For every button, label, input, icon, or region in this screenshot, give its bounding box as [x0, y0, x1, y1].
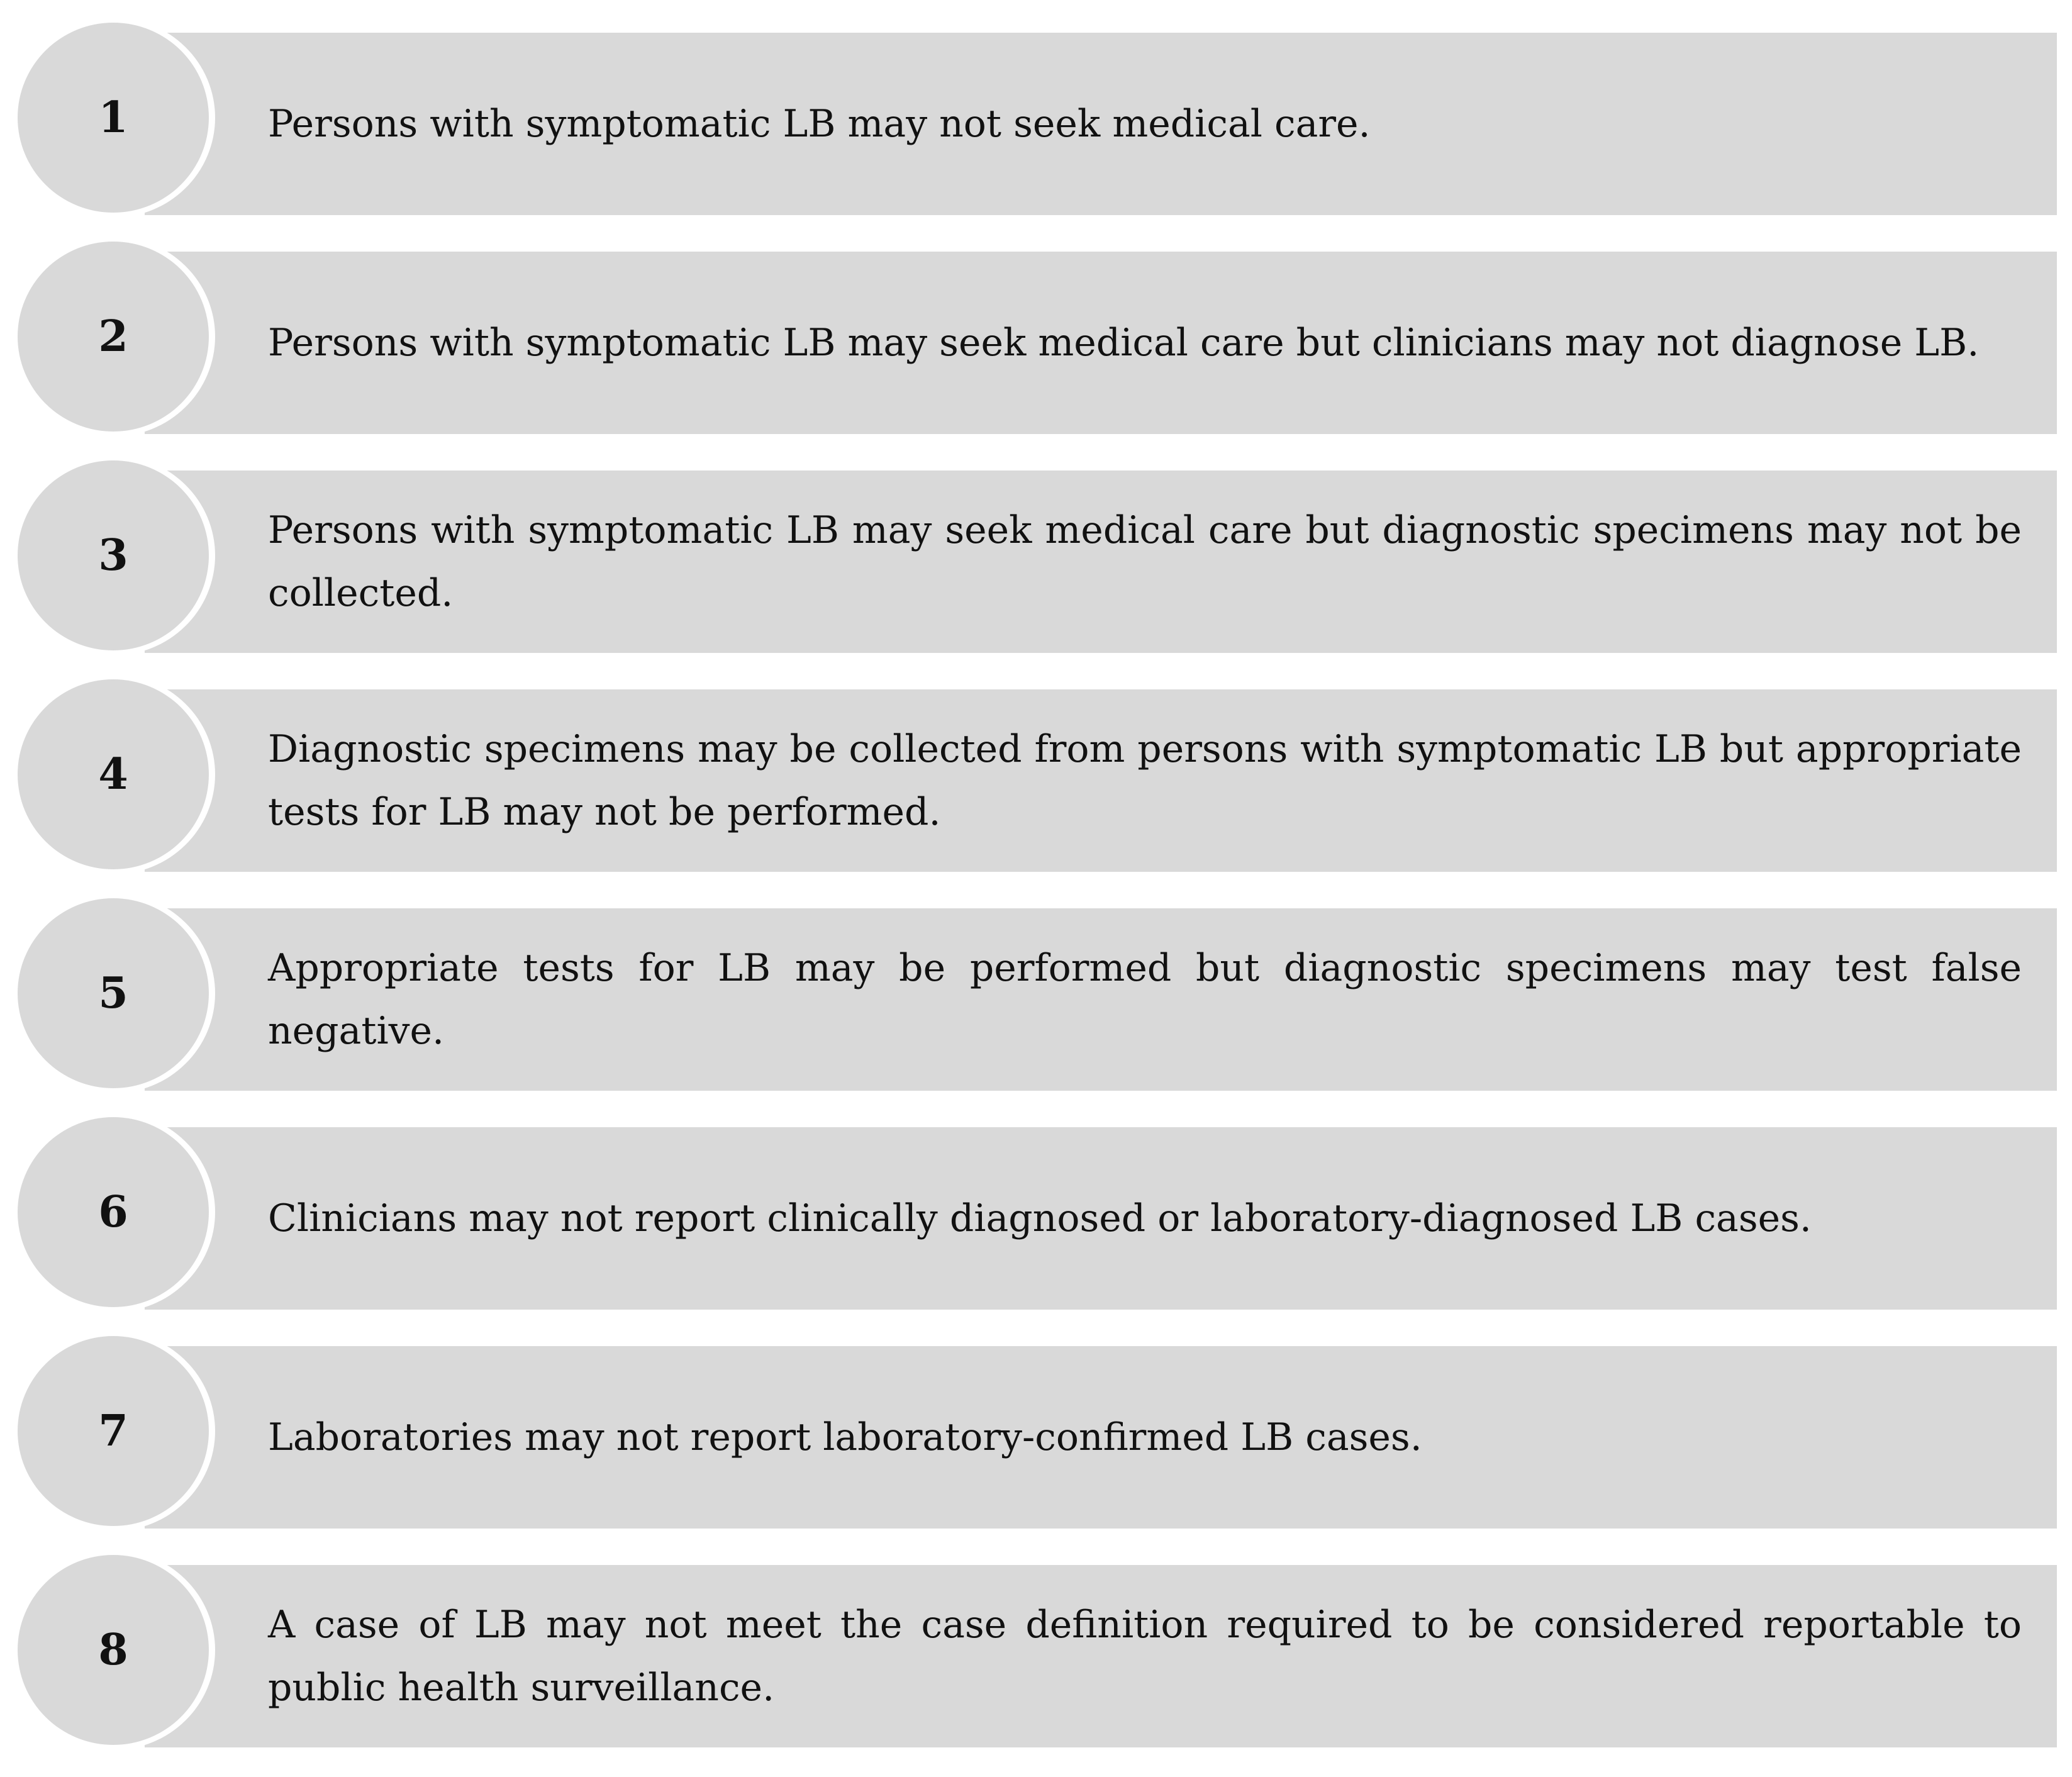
step-text: Diagnostic specimens may be collected from persons with symptomatic LB but appropriate tests for LB may not be performed.: [268, 727, 2022, 834]
step-text: Persons with symptomatic LB may not seek medical care.: [268, 102, 1371, 146]
step-number: 1: [98, 92, 128, 143]
step-badge: [11, 1112, 215, 1312]
step-text: Appropriate tests for LB may be performed but diagnostic specimens may test false negative.: [268, 946, 2022, 1053]
step-4: [0, 674, 2072, 874]
step-2: [0, 237, 2072, 437]
step-text: Persons with symptomatic LB may seek medical care but clinicians may not diagnose LB.: [268, 321, 1980, 365]
step-number: 6: [98, 1187, 128, 1237]
step-number: 7: [98, 1406, 128, 1456]
step-5: [0, 893, 2072, 1093]
step-text: Clinicians may not report clinically diagnosed or laboratory-diagnosed LB cases.: [268, 1196, 1812, 1240]
step-3: [0, 455, 2072, 655]
step-number: 2: [98, 311, 128, 362]
step-text: A case of LB may not meet the case definition required to be considered reportable to public health surveillance.: [268, 1603, 2022, 1710]
step-badge: [11, 455, 215, 655]
step-badge: [11, 893, 215, 1093]
step-badge: [11, 1331, 215, 1531]
step-badge: [11, 1550, 215, 1750]
step-number: 4: [98, 749, 128, 799]
step-1: [0, 18, 2072, 218]
step-number: 3: [98, 530, 128, 581]
step-badge: [11, 18, 215, 218]
step-badge: [11, 674, 215, 874]
step-7: [0, 1331, 2072, 1531]
step-6: [0, 1112, 2072, 1312]
step-text: Persons with symptomatic LB may seek medical care but diagnostic specimens may not be collected.: [268, 508, 2022, 615]
step-8: [0, 1550, 2072, 1750]
step-badge: [11, 237, 215, 437]
step-text: Laboratories may not report laboratory-confirmed LB cases.: [268, 1415, 1422, 1459]
step-number: 5: [98, 968, 128, 1018]
step-number: 8: [98, 1625, 128, 1675]
